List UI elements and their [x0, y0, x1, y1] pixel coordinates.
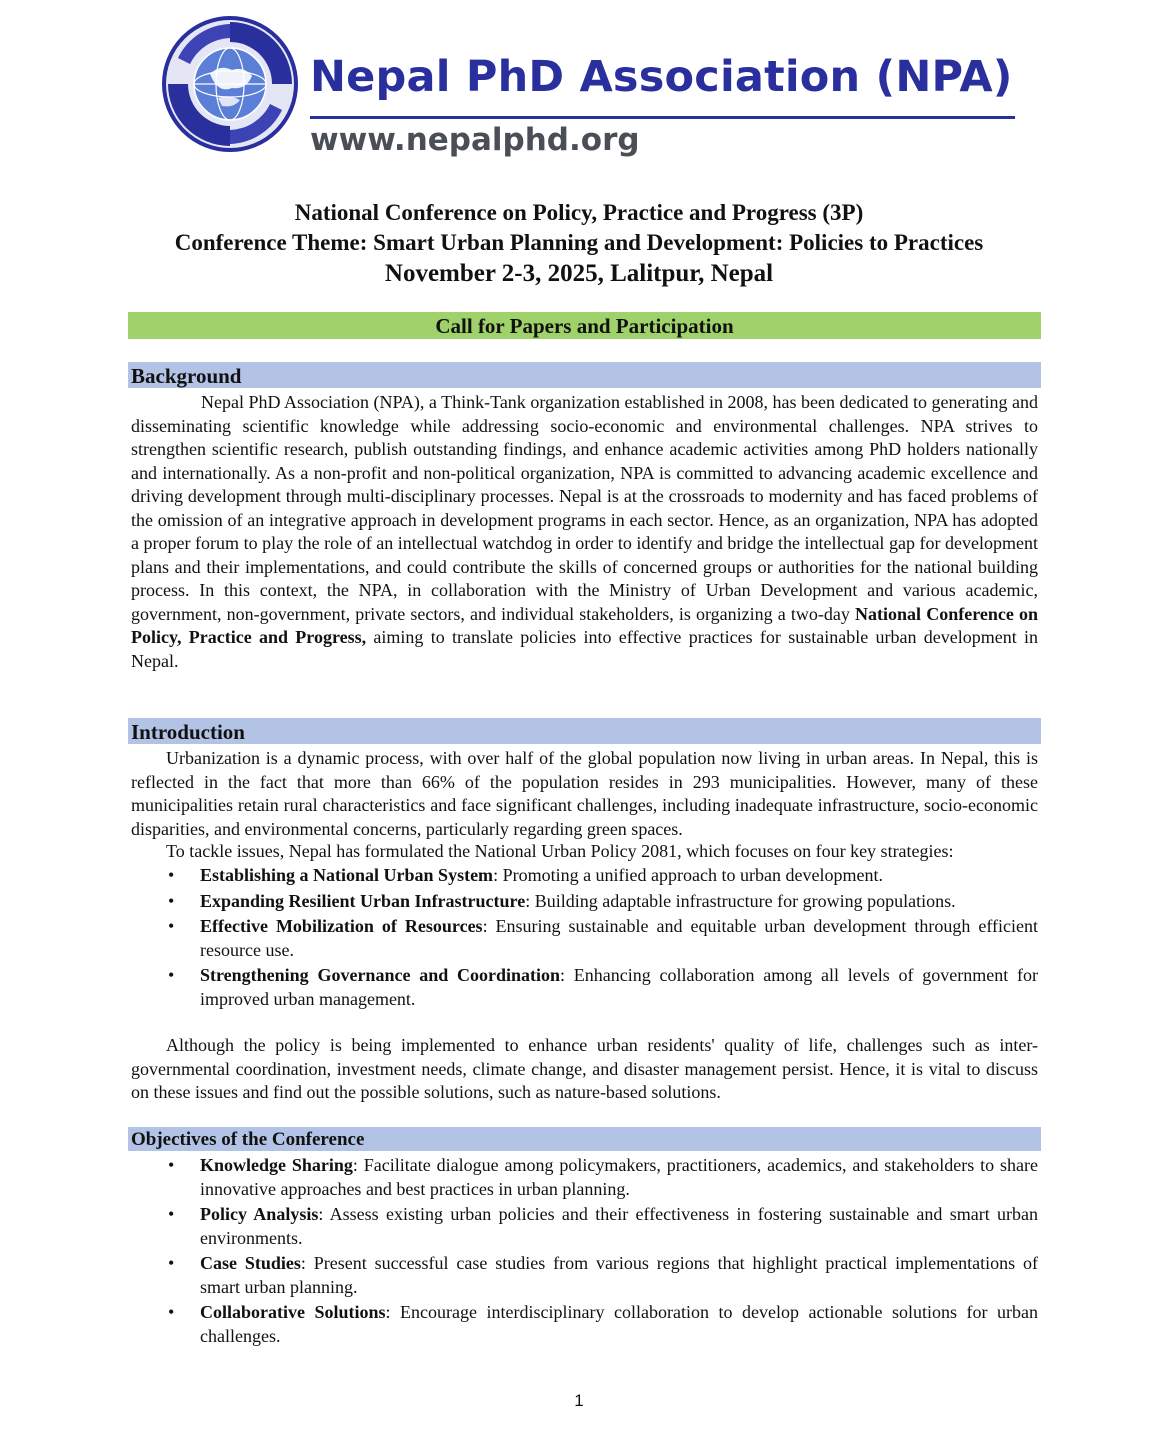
objective-desc: : Encourage interdisciplinary collaboration to develop actionable solutions for urban challenges. [200, 1302, 1038, 1346]
strategy-title: Strengthening Governance and Coordination [200, 965, 560, 985]
conference-title: National Conference on Policy, Practice and Progress (3P) [294, 200, 864, 225]
bullet-icon: • [168, 916, 175, 936]
strategy-desc: : Promoting a unified approach to urban development. [493, 865, 883, 885]
bullet-icon: • [168, 1204, 175, 1224]
objective-desc: : Assess existing urban policies and their effectiveness in fostering sustainable and smart urban environments. [200, 1204, 1039, 1248]
objective-title: Knowledge Sharing [200, 1155, 353, 1175]
strategy-title: Expanding Resilient Urban Infrastructure [200, 890, 526, 911]
bullet-icon: • [168, 1155, 175, 1175]
website-url: www.nepalphd.org [310, 122, 640, 158]
bullet-icon: • [168, 1302, 175, 1322]
strategy-desc: : Enhancing collaboration among all levels of government for improved urban management. [200, 965, 1038, 1009]
objective-title: Case Studies [200, 1253, 301, 1273]
list-item [131, 1203, 1038, 1250]
strategies-list [131, 864, 1038, 1013]
background-text-end: aiming to translate policies into effective practices for sustainable urban development in Nepal. [131, 627, 1038, 671]
objectives-list [131, 1154, 1038, 1350]
objectives-heading: Objectives of the Conference [128, 1127, 1041, 1151]
strategy-title: Effective Mobilization of Resources [200, 916, 483, 936]
document-header [160, 14, 1040, 164]
bullet-icon: • [168, 865, 175, 885]
strategy-title: Establishing a National Urban System [200, 865, 494, 885]
bullet-icon: • [168, 1253, 175, 1273]
policy-challenges-paragraph: Although the policy is being implemented to enhance urban residents' quality of life, challenges such as inter-governmental coordination, investment needs, climate change, and disaster management persist. Hence, it is vital to discuss on these issues and find out the possible solutions, such as nature-based solutions. [131, 1035, 1038, 1102]
list-item [131, 964, 1038, 1011]
strategies-intro-paragraph: To tackle issues, Nepal has formulated the National Urban Policy 2081, which focuses on four key strategies: [166, 841, 954, 861]
call-for-papers-banner: Call for Papers and Participation [128, 312, 1041, 339]
list-item [131, 1154, 1038, 1201]
objective-title: Policy Analysis [200, 1204, 319, 1224]
list-item [131, 1301, 1038, 1348]
background-bold-text: National Conference on Policy, Practice and Progress, [131, 603, 1038, 647]
conference-titles [0, 198, 1158, 290]
conference-date-location: November 2-3, 2025, Lalitpur, Nepal [384, 260, 774, 287]
page-number: 1 [574, 1391, 584, 1410]
background-heading: Background [128, 362, 1041, 388]
bullet-icon: • [168, 890, 175, 911]
objective-desc: : Present successful case studies from various regions that highlight practical implementations of smart urban planning. [200, 1253, 1038, 1297]
background-paragraph [131, 391, 1038, 673]
strategy-desc: : Ensuring sustainable and equitable urban development through efficient resource use. [200, 916, 1038, 960]
organization-name: Nepal PhD Association (NPA) [310, 52, 1013, 102]
bullet-icon: • [168, 965, 175, 985]
introduction-paragraph: Urbanization is a dynamic process, with over half of the global population now living in urban areas. In Nepal, this is reflected in the fact that more than 66% of the population resides in 293 municipalities. However, many of these municipalities retain rural characteristics and face significant challenges, including inadequate infrastructure, socio-economic disparities, and environmental concerns, particularly regarding green spaces. [131, 748, 1038, 839]
objective-title: Collaborative Solutions [200, 1302, 386, 1322]
list-item [131, 864, 1038, 888]
list-item [131, 890, 1038, 914]
objective-desc: : Facilitate dialogue among policymakers, practitioners, academics, and stakeholders to share innovative approaches and best practices in urban planning. [200, 1155, 1038, 1199]
list-item [131, 1252, 1038, 1299]
background-text: Nepal PhD Association (NPA), a Think-Tank organization established in 2008, has been dedicated to generating and disseminating scientific knowledge while addressing socio-economic and environmental challenges. NPA strives to strengthen scientific research, publish outstanding findings, and enhance academic activities among PhD holders nationally and internationally. As a non-profit and non-political organization, NPA is committed to advancing academic excellence and driving development through multi-disciplinary processes. Nepal is at the crossroads to modernity and has faced problems of the omission of an integrative approach in development programs in each sector. Hence, as an organization, NPA has adopted a proper forum to play the role of an intellectual watchdog in order to identify and bridge the intellectual gap for development plans and their implementations, and could contribute the skills of concerned groups or authorities for the national building process. In this context, the NPA, in collaboration with the Ministry of Urban Development and various academic, government, non-government, private sectors, and individual stakeholders, is organizing a two-day [131, 392, 1038, 624]
conference-theme: Conference Theme: Smart Urban Planning and Development: Policies to Practices [174, 230, 984, 255]
npa-globe-logo-icon [160, 14, 300, 154]
list-item [131, 915, 1038, 962]
header-divider [310, 116, 1015, 119]
introduction-heading: Introduction [128, 718, 1041, 744]
strategy-desc: : Building adaptable infrastructure for growing populations. [525, 890, 956, 911]
